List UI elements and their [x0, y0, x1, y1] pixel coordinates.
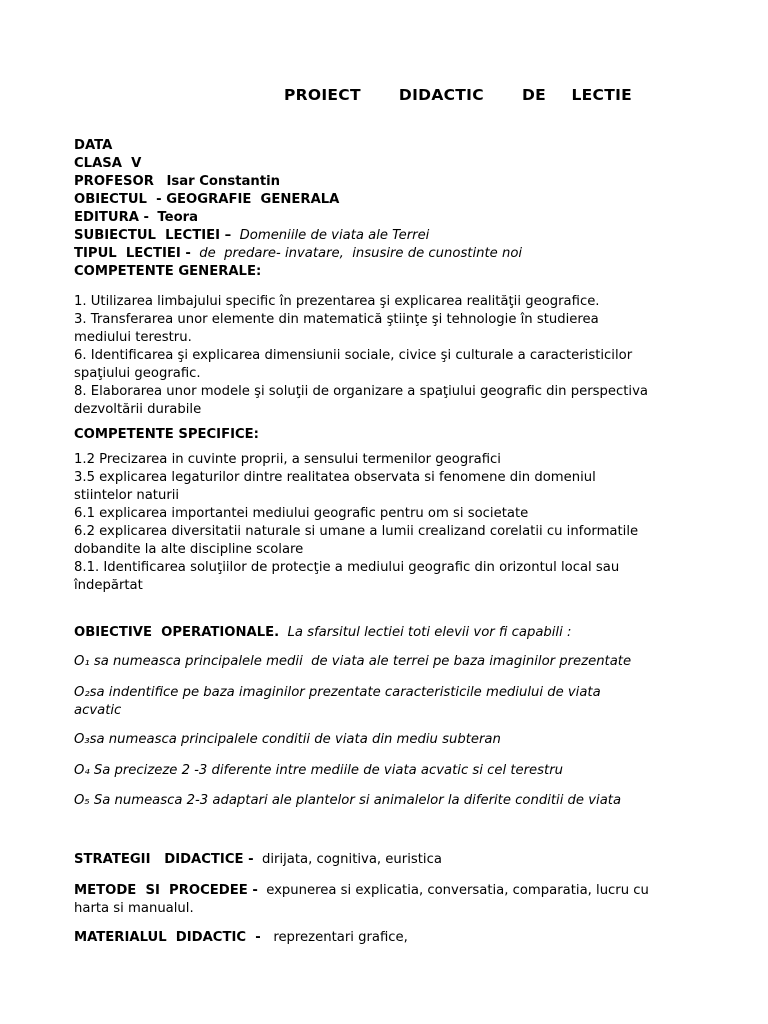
obiectul-line: OBIECTUL - GEOGRAFIE GENERALA: [74, 192, 340, 207]
competente-specifice-list: [74, 451, 714, 595]
list-item: 1. Utilizarea limbajului specific în prezentarea şi explicarea realităţii geografice.: [74, 294, 600, 309]
obiective-item-5: O₅ Sa numeasca 2-3 adaptari ale plantelor si animalelor la diferite conditii de viata: [74, 793, 622, 808]
strategii-line: [74, 851, 714, 869]
list-item: spaţiului geografic.: [74, 366, 201, 381]
metode-label: METODE SI PROCEDEE -: [74, 883, 258, 898]
tipul-line: TIPUL LECTIEI - de predare- invatare, insusire de cunostinte noi: [74, 246, 523, 261]
obiective-item-3: O₃sa numeasca principalele conditii de viata din mediu subteran: [74, 732, 501, 747]
profesor-line: PROFESOR Isar Constantin: [74, 174, 281, 189]
list-item: 8.1. Identificarea soluţiilor de protecţie a mediului geografic din orizontul local sau: [74, 560, 620, 575]
list-item: 6.2 explicarea diversitatii naturale si umane a lumii crealizand corelatii cu informatile: [74, 524, 639, 539]
lesson-header: [74, 137, 714, 281]
strategii-label: STRATEGII DIDACTICE -: [74, 852, 254, 867]
list-item: 3. Transferarea unor elemente din matematică ştiinţe şi tehnologie în studierea: [74, 312, 599, 327]
obiective-intro: La sfarsitul lectiei toti elevii vor fi capabili :: [287, 625, 572, 640]
metode-value-cont: harta si manualul.: [74, 901, 194, 916]
metode-block: [74, 882, 714, 918]
list-item: 6. Identificarea şi explicarea dimensiunii sociale, civice şi culturale a caracteristicilor: [74, 348, 633, 363]
competente-generale-list: [74, 293, 714, 419]
list-item: 1.2 Precizarea in cuvinte proprii, a sensului termenilor geografici: [74, 452, 501, 467]
data-label: DATA: [74, 138, 113, 153]
list-item: îndepărtat: [74, 578, 143, 593]
list-item: 6.1 explicarea importantei mediului geografic pentru om si societate: [74, 506, 529, 521]
strategii-value: dirijata, cognitiva, euristica: [261, 852, 442, 867]
materialul-label: MATERIALUL DIDACTIC -: [74, 930, 261, 945]
materialul-line: [74, 929, 714, 947]
list-item: mediului terestru.: [74, 330, 192, 345]
list-item: dobandite la alte discipline scolare: [74, 542, 304, 557]
obiective-item-4: O₄ Sa precizeze 2 -3 diferente intre mediile de viata acvatic si cel terestru: [74, 763, 563, 778]
subiectul-line: SUBIECTUL LECTIEI – Domeniile de viata ale Terrei: [74, 228, 430, 243]
list-item: 3.5 explicarea legaturilor dintre realitatea observata si fenomene din domeniul: [74, 470, 596, 485]
obiective-label: OBIECTIVE OPERATIONALE.: [74, 625, 280, 640]
list-item: stiintelor naturii: [74, 488, 180, 503]
list-item: 8. Elaborarea unor modele şi soluţii de organizare a spaţiului geografic din perspectiva: [74, 384, 648, 399]
obiective-header: [74, 624, 714, 642]
materialul-value: reprezentari grafice,: [273, 930, 408, 945]
list-item: dezvoltării durabile: [74, 402, 202, 417]
editura-line: EDITURA - Teora: [74, 210, 199, 225]
competente-generale-label: COMPETENTE GENERALE:: [74, 264, 262, 279]
competente-specifice-label: COMPETENTE SPECIFICE:: [74, 427, 259, 442]
obiective-item-1: O₁ sa numeasca principalele medii de viata ale terrei pe baza imaginilor prezentate: [74, 654, 632, 669]
clasa-label: CLASA V: [74, 156, 142, 171]
obiective-item-2: O₂sa indentifice pe baza imaginilor prezentate caracteristicile mediului de viata acvatic: [74, 685, 601, 718]
page-title: PROIECT DIDACTIC DE LECTIE: [283, 86, 633, 104]
metode-value: expunerea si explicatia, conversatia, comparatia, lucru cu: [266, 883, 649, 898]
